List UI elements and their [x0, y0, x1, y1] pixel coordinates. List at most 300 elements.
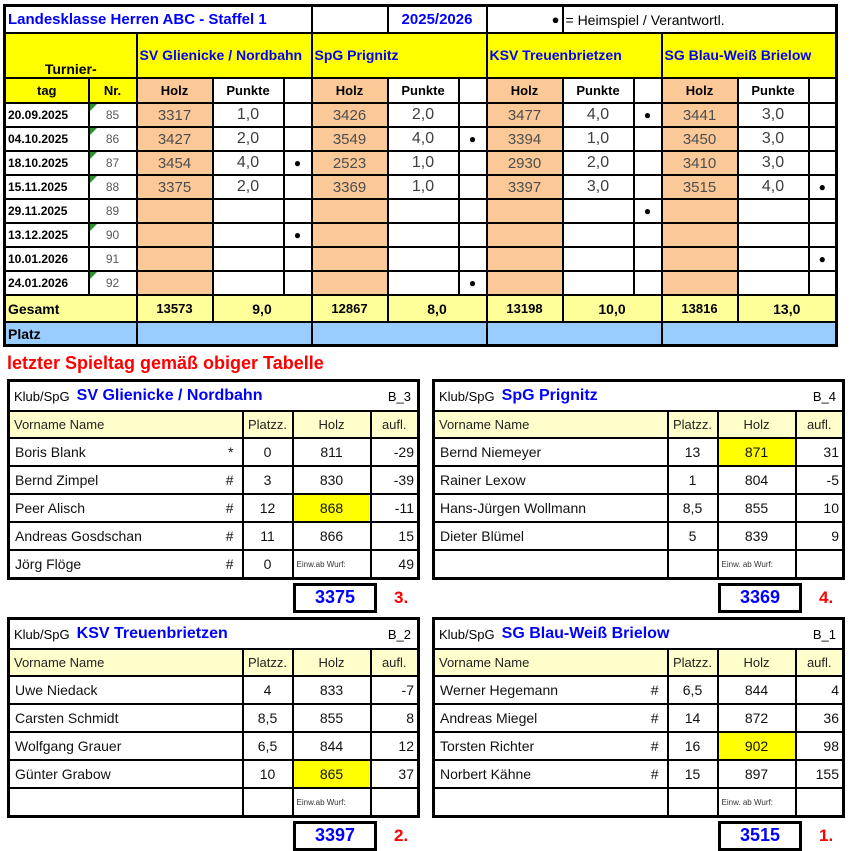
einw-label: Einw. ab Wurf:: [721, 797, 773, 807]
holz-cell: 3450: [662, 127, 738, 151]
player-aufl: -39: [371, 466, 419, 494]
nr-cell: 85: [89, 103, 137, 127]
punkte-cell: 2,0: [213, 175, 284, 199]
home-dot-cell: [459, 199, 487, 223]
player-platzz: 1: [668, 466, 718, 494]
player-platzz: 0: [243, 438, 293, 466]
club-code: B_1: [812, 626, 836, 642]
player-row: [434, 788, 844, 817]
nr-cell: 88: [89, 175, 137, 199]
nr-cell: 89: [89, 199, 137, 223]
gesamt-holz-cell: 13198: [487, 295, 563, 322]
punkte-cell: [388, 247, 459, 271]
player-platzz: 4: [243, 676, 293, 704]
nr-cell: 87: [89, 151, 137, 175]
player-aufl: 12: [371, 732, 419, 760]
player-name: Torsten Richter: [440, 738, 535, 754]
home-dot-cell: [634, 151, 662, 175]
player-name-cell: [9, 760, 243, 788]
player-platzz: 0: [243, 550, 293, 579]
home-dot-cell: ●: [634, 199, 662, 223]
holz-cell: 3410: [662, 151, 738, 175]
home-dot-cell: ●: [634, 103, 662, 127]
platzz-header: Platzz.: [668, 649, 718, 676]
player-platzz: 6,5: [243, 732, 293, 760]
player-holz: 871: [718, 438, 796, 466]
club-header-row: [9, 649, 419, 676]
nr-cell: 86: [89, 127, 137, 151]
home-dot-cell: ●: [459, 127, 487, 151]
player-row: [9, 704, 419, 732]
player-holz: 855: [718, 494, 796, 522]
player-symbol: #: [650, 766, 659, 782]
gesamt-punkte-cell: 9,0: [213, 295, 312, 322]
matchday-row: [5, 247, 837, 271]
season-label: 2025/2026: [388, 6, 487, 34]
player-symbol: #: [650, 710, 659, 726]
player-name: Uwe Niedack: [15, 682, 98, 698]
club-card-treuenbrietzen: [7, 617, 423, 851]
home-dot-cell: [809, 223, 837, 247]
punkte-header: Punkte: [738, 78, 809, 103]
player-name: Andreas Gosdschan: [15, 528, 142, 544]
date-cell: 04.10.2025: [5, 127, 89, 151]
player-aufl: 15: [371, 522, 419, 550]
player-holz: 866: [293, 522, 371, 550]
player-name-cell: [434, 550, 668, 579]
aufl-header: aufl.: [371, 649, 419, 676]
club-boxes-grid: [7, 379, 857, 851]
player-aufl: 10: [796, 494, 844, 522]
club-title-cell: [434, 619, 844, 650]
player-holz: 872: [718, 704, 796, 732]
punkte-header: Punkte: [388, 78, 459, 103]
gesamt-row: [5, 295, 837, 322]
home-dot-cell: [809, 151, 837, 175]
player-platzz: 6,5: [668, 676, 718, 704]
holz-header: Holz: [293, 411, 371, 438]
team-header-glienicke: SV Glienicke / Nordbahn: [137, 33, 312, 78]
home-dot-cell: [284, 127, 312, 151]
player-platzz: 11: [243, 522, 293, 550]
player-symbol: #: [225, 472, 234, 488]
holz-cell: [312, 271, 388, 295]
player-platzz: 8,5: [668, 494, 718, 522]
player-name: Rainer Lexow: [440, 472, 526, 488]
player-holz: 868: [293, 494, 371, 522]
player-holz: 811: [293, 438, 371, 466]
holz-cell: [487, 199, 563, 223]
player-aufl: 9: [796, 522, 844, 550]
player-platzz: 3: [243, 466, 293, 494]
punkte-cell: 4,0: [213, 151, 284, 175]
punkte-cell: [388, 223, 459, 247]
punkte-cell: 4,0: [563, 103, 634, 127]
player-aufl: 37: [371, 760, 419, 788]
home-dot-cell: [809, 127, 837, 151]
dot-column-header: [809, 78, 837, 103]
punkte-cell: 1,0: [388, 175, 459, 199]
player-holz: 855: [293, 704, 371, 732]
player-name-cell: [434, 522, 668, 550]
player-name: Peer Alisch: [15, 500, 86, 516]
platzz-header: Platzz.: [243, 411, 293, 438]
player-holz: 902: [718, 732, 796, 760]
player-holz: 804: [718, 466, 796, 494]
player-name-cell: [434, 438, 668, 466]
title-row: [5, 6, 837, 34]
platz-cell: [312, 322, 487, 346]
platz-label: Platz: [5, 322, 137, 346]
player-holz: 839: [718, 522, 796, 550]
holz-cell: 3369: [312, 175, 388, 199]
player-name-cell: [434, 704, 668, 732]
punkte-cell: 3,0: [738, 151, 809, 175]
holz-cell: [662, 199, 738, 223]
player-aufl: -5: [796, 466, 844, 494]
gesamt-holz-cell: 13573: [137, 295, 213, 322]
league-results-table: [3, 4, 838, 347]
home-dot-cell: [634, 223, 662, 247]
punkte-cell: 2,0: [213, 127, 284, 151]
holz-cell: 3477: [487, 103, 563, 127]
platz-cell: [662, 322, 837, 346]
home-dot-cell: [634, 247, 662, 271]
matchday-row: [5, 151, 837, 175]
holz-cell: [312, 199, 388, 223]
platz-row: [5, 322, 837, 346]
punkte-cell: 4,0: [388, 127, 459, 151]
punkte-cell: [563, 271, 634, 295]
punkte-cell: 2,0: [563, 151, 634, 175]
player-platzz: [243, 788, 293, 817]
player-aufl: 155: [796, 760, 844, 788]
punkte-header: Punkte: [213, 78, 284, 103]
player-holz: 833: [293, 676, 371, 704]
home-dot-cell: ●: [809, 247, 837, 271]
player-aufl: 31: [796, 438, 844, 466]
klub-spg-label: Klub/SpG: [439, 388, 495, 404]
home-dot-cell: [459, 223, 487, 247]
gesamt-holz-cell: 12867: [312, 295, 388, 322]
player-name: Hans-Jürgen Wollmann: [440, 500, 587, 516]
name-header: Vorname Name: [434, 649, 668, 676]
player-row: [9, 466, 419, 494]
holz-header: Holz: [137, 78, 213, 103]
punkte-cell: [738, 247, 809, 271]
date-cell: 29.11.2025: [5, 199, 89, 223]
home-dot-cell: [284, 103, 312, 127]
home-dot-cell: [809, 199, 837, 223]
date-cell: 15.11.2025: [5, 175, 89, 199]
player-name: Bernd Zimpel: [15, 472, 99, 488]
player-platzz: 16: [668, 732, 718, 760]
matchday-row: [5, 223, 837, 247]
player-row: [434, 704, 844, 732]
holz-cell: 2930: [487, 151, 563, 175]
holz-cell: [662, 271, 738, 295]
holz-cell: 3426: [312, 103, 388, 127]
punkte-cell: 1,0: [563, 127, 634, 151]
player-aufl: -11: [371, 494, 419, 522]
team-header-brielow: SG Blau-Weiß Brielow: [662, 33, 837, 78]
player-name-cell: [9, 676, 243, 704]
legend-text: = Heimspiel / Verantwortl.: [563, 6, 837, 34]
aufl-header: aufl.: [796, 649, 844, 676]
punkte-cell: 1,0: [213, 103, 284, 127]
holz-cell: 3317: [137, 103, 213, 127]
player-holz: 844: [718, 676, 796, 704]
column-header-row: [5, 78, 837, 103]
gesamt-holz-cell: 13816: [662, 295, 738, 322]
player-holz: 897: [718, 760, 796, 788]
player-name-cell: [434, 466, 668, 494]
holz-cell: [137, 271, 213, 295]
player-aufl: 4: [796, 676, 844, 704]
last-matchday-note: letzter Spieltag gemäß obiger Tabelle: [7, 353, 324, 373]
player-row: [434, 438, 844, 466]
punkte-cell: [213, 223, 284, 247]
player-name-cell: [9, 732, 243, 760]
nr-cell: 90: [89, 223, 137, 247]
player-holz: 865: [293, 760, 371, 788]
holz-cell: 3454: [137, 151, 213, 175]
holz-header: Holz: [718, 649, 796, 676]
matchday-row: [5, 103, 837, 127]
club-code: B_3: [387, 388, 411, 404]
player-platzz: 13: [668, 438, 718, 466]
gesamt-label: Gesamt: [5, 295, 137, 322]
player-row: [9, 494, 419, 522]
punkte-cell: [388, 199, 459, 223]
player-platzz: [668, 550, 718, 579]
team-header-row: [5, 33, 837, 78]
platz-cell: [487, 322, 662, 346]
matchday-row: [5, 175, 837, 199]
holz-cell: 2523: [312, 151, 388, 175]
club-code: B_4: [812, 388, 836, 404]
player-row: [434, 732, 844, 760]
holz-cell: 3549: [312, 127, 388, 151]
name-header: Vorname Name: [434, 411, 668, 438]
player-name-cell: [9, 522, 243, 550]
club-total: 3375: [293, 583, 377, 613]
title-spacer-cell: [312, 6, 388, 34]
player-holz: [718, 550, 796, 579]
holz-cell: [312, 223, 388, 247]
punkte-cell: 3,0: [738, 103, 809, 127]
club-card-glienicke: [7, 379, 423, 613]
holz-header: Holz: [293, 649, 371, 676]
page-title: Landesklasse Herren ABC - Staffel 1: [5, 6, 312, 34]
holz-cell: [312, 247, 388, 271]
club-rank: 1.: [819, 826, 834, 845]
player-aufl: 98: [796, 732, 844, 760]
matchday-row: [5, 199, 837, 223]
player-name-cell: [9, 704, 243, 732]
player-symbol: #: [225, 528, 234, 544]
matchday-row: [5, 271, 837, 295]
holz-cell: [662, 223, 738, 247]
name-header: Vorname Name: [9, 649, 243, 676]
player-holz: 844: [293, 732, 371, 760]
player-aufl: [796, 788, 844, 817]
club-header-row: [434, 411, 844, 438]
dot-column-header: [459, 78, 487, 103]
holz-cell: 3394: [487, 127, 563, 151]
player-symbol: #: [650, 682, 659, 698]
player-name-cell: [434, 788, 668, 817]
player-aufl: 8: [371, 704, 419, 732]
club-card-brielow: [432, 617, 850, 851]
player-aufl: -29: [371, 438, 419, 466]
home-dot-cell: ●: [809, 175, 837, 199]
date-cell: 18.10.2025: [5, 151, 89, 175]
nr-cell: 91: [89, 247, 137, 271]
player-name: Dieter Blümel: [440, 528, 525, 544]
club-title-cell: [434, 381, 844, 412]
turnier-header: Turnier-: [5, 33, 137, 78]
tag-header: tag: [5, 78, 89, 103]
home-dot-cell: [809, 271, 837, 295]
player-aufl: 36: [796, 704, 844, 732]
dot-column-header: [634, 78, 662, 103]
holz-cell: [662, 247, 738, 271]
club-table: [432, 379, 845, 580]
player-row: [9, 732, 419, 760]
punkte-cell: [213, 199, 284, 223]
player-name: Günter Grabow: [15, 766, 111, 782]
home-dot-cell: ●: [459, 271, 487, 295]
player-row: [434, 466, 844, 494]
player-name: Boris Blank: [15, 444, 86, 460]
player-holz: [293, 788, 371, 817]
punkte-cell: [738, 199, 809, 223]
club-rank: 4.: [819, 588, 834, 607]
player-row: [9, 788, 419, 817]
home-dot-cell: [284, 271, 312, 295]
player-row: [434, 550, 844, 579]
home-dot-cell: [459, 175, 487, 199]
player-name-cell: [434, 494, 668, 522]
club-total: 3397: [293, 821, 377, 851]
klub-spg-label: Klub/SpG: [14, 626, 70, 642]
home-dot-cell: [459, 247, 487, 271]
date-cell: 10.01.2026: [5, 247, 89, 271]
player-name-cell: [9, 438, 243, 466]
home-dot-cell: [459, 151, 487, 175]
holz-cell: [137, 199, 213, 223]
player-platzz: 8,5: [243, 704, 293, 732]
gesamt-punkte-cell: 10,0: [563, 295, 662, 322]
club-code: B_2: [387, 626, 411, 642]
team-header-prignitz: SpG Prignitz: [312, 33, 487, 78]
matchday-row: [5, 127, 837, 151]
home-dot-cell: [459, 103, 487, 127]
platzz-header: Platzz.: [668, 411, 718, 438]
club-rank: 2.: [394, 826, 409, 845]
holz-cell: [487, 271, 563, 295]
punkte-cell: [563, 223, 634, 247]
klub-spg-label: Klub/SpG: [14, 388, 70, 404]
player-name-cell: [9, 788, 243, 817]
holz-header: Holz: [487, 78, 563, 103]
holz-header: Holz: [662, 78, 738, 103]
player-platzz: [668, 788, 718, 817]
player-name-cell: [9, 550, 243, 579]
holz-cell: 3375: [137, 175, 213, 199]
player-row: [9, 522, 419, 550]
aufl-header: aufl.: [371, 411, 419, 438]
punkte-cell: [738, 271, 809, 295]
gesamt-punkte-cell: 8,0: [388, 295, 487, 322]
player-name: Andreas Miegel: [440, 710, 538, 726]
player-row: [9, 438, 419, 466]
home-dot-cell: [284, 199, 312, 223]
punkte-cell: [213, 271, 284, 295]
aufl-header: aufl.: [796, 411, 844, 438]
player-name-cell: [434, 676, 668, 704]
player-holz: 830: [293, 466, 371, 494]
punkte-cell: 2,0: [388, 103, 459, 127]
player-holz: [293, 550, 371, 579]
player-platzz: 12: [243, 494, 293, 522]
holz-cell: 3427: [137, 127, 213, 151]
club-header-row: [9, 411, 419, 438]
punkte-cell: 4,0: [738, 175, 809, 199]
player-symbol: #: [650, 738, 659, 754]
nr-cell: 92: [89, 271, 137, 295]
player-row: [434, 760, 844, 788]
player-row: [9, 760, 419, 788]
holz-header: Holz: [312, 78, 388, 103]
player-platzz: 15: [668, 760, 718, 788]
club-name: SV Glienicke / Nordbahn: [76, 387, 263, 404]
club-card-prignitz: [432, 379, 850, 613]
date-cell: 13.12.2025: [5, 223, 89, 247]
legend-dot-icon: ●: [487, 6, 563, 34]
home-dot-cell: [634, 271, 662, 295]
punkte-cell: 3,0: [563, 175, 634, 199]
player-name: Bernd Niemeyer: [440, 444, 542, 460]
name-header: Vorname Name: [9, 411, 243, 438]
player-aufl: [371, 788, 419, 817]
gesamt-punkte-cell: 13,0: [738, 295, 837, 322]
club-name: KSV Treuenbrietzen: [76, 625, 228, 642]
player-platzz: 14: [668, 704, 718, 732]
player-symbol: *: [228, 444, 234, 460]
home-dot-cell: [809, 103, 837, 127]
home-dot-cell: [284, 175, 312, 199]
club-title-cell: [9, 381, 419, 412]
player-symbol: #: [225, 500, 234, 516]
date-cell: 20.09.2025: [5, 103, 89, 127]
player-name: Carsten Schmidt: [15, 710, 119, 726]
club-total: 3369: [718, 583, 802, 613]
player-name-cell: [9, 466, 243, 494]
player-row: [434, 676, 844, 704]
player-name: Norbert Kähne: [440, 766, 532, 782]
club-header-row: [434, 649, 844, 676]
holz-cell: [137, 223, 213, 247]
player-aufl: 49: [371, 550, 419, 579]
player-platzz: 10: [243, 760, 293, 788]
club-title-cell: [9, 619, 419, 650]
club-name: SG Blau-Weiß Brielow: [501, 625, 670, 642]
punkte-cell: 3,0: [738, 127, 809, 151]
punkte-cell: [563, 199, 634, 223]
player-aufl: [796, 550, 844, 579]
